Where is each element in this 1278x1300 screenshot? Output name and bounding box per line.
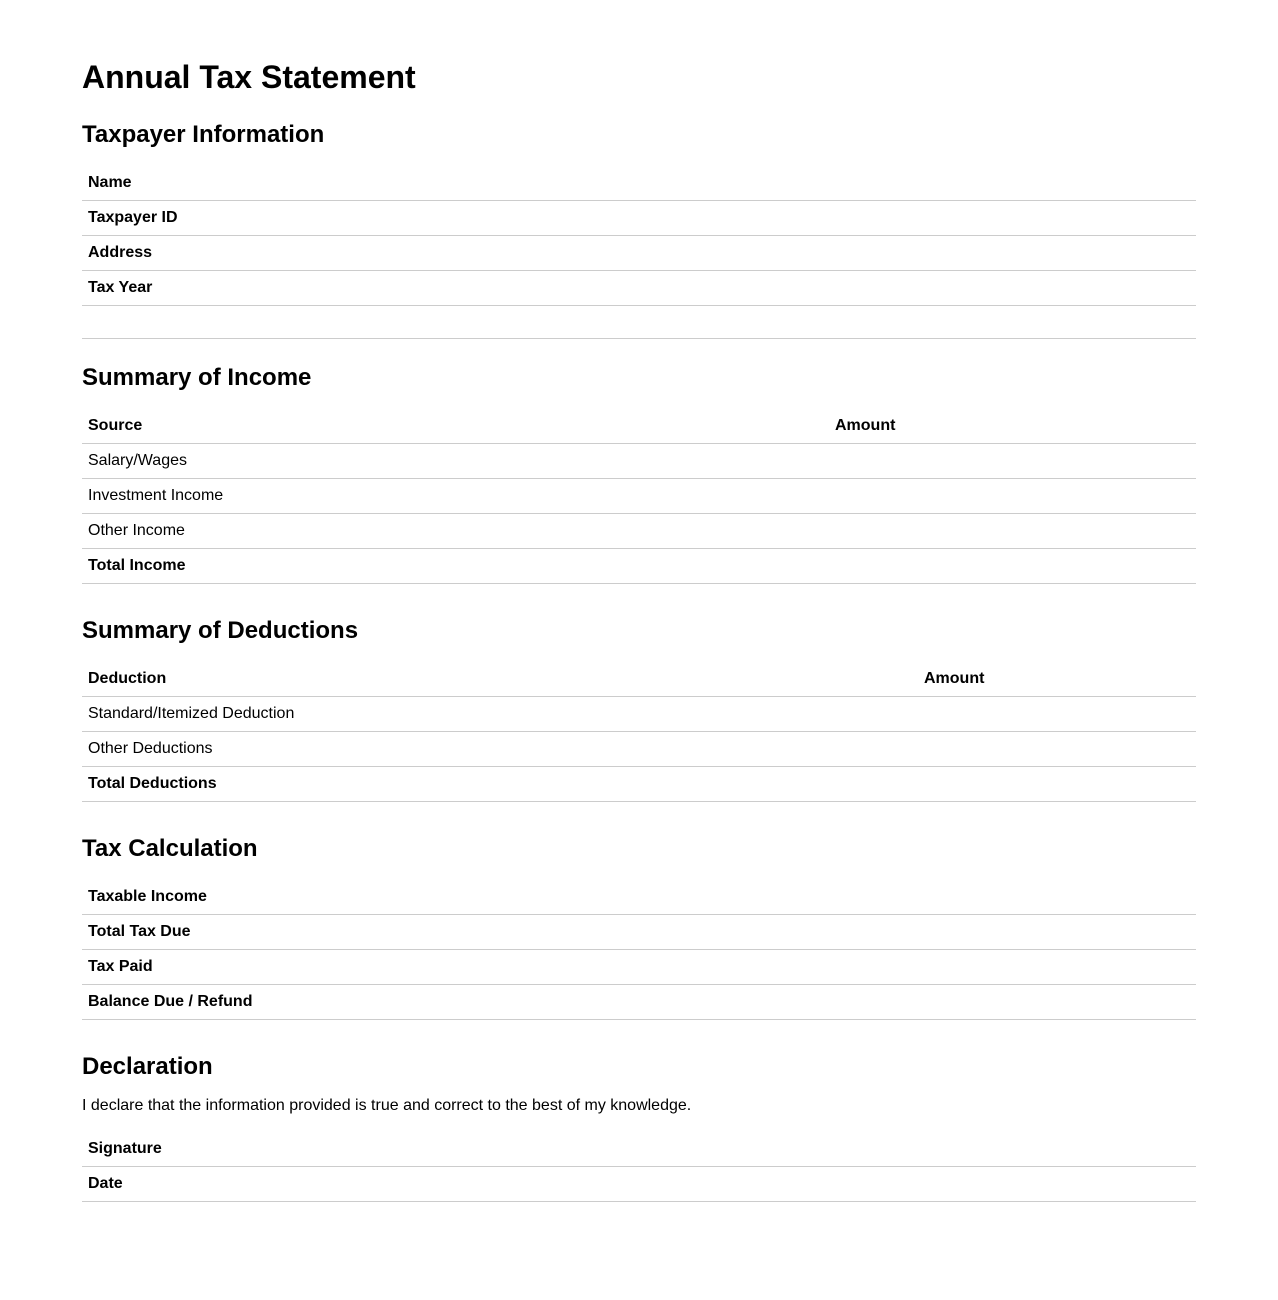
table-row	[82, 732, 1196, 767]
deductions-table	[82, 662, 1196, 802]
signature-value	[1184, 1132, 1196, 1167]
column-header-amount: Amount	[918, 662, 1196, 697]
signature-label: Signature	[82, 1132, 1184, 1167]
tax-paid-value	[1184, 950, 1196, 985]
deduction-name: Standard/Itemized Deduction	[82, 697, 918, 732]
address-label: Address	[82, 236, 1184, 271]
total-tax-due-label: Total Tax Due	[82, 915, 1184, 950]
table-row	[82, 444, 1196, 479]
empty-row	[82, 306, 1196, 339]
tax-paid-label: Tax Paid	[82, 950, 1184, 985]
total-income-amount	[829, 549, 1196, 584]
empty-cell	[1184, 306, 1196, 339]
name-value	[1184, 166, 1196, 201]
income-heading: Summary of Income	[82, 364, 312, 391]
total-deductions-amount	[918, 767, 1196, 802]
declaration-table	[82, 1132, 1196, 1202]
total-row	[82, 549, 1196, 584]
table-row	[82, 985, 1196, 1020]
income-source: Other Income	[82, 514, 829, 549]
table-row	[82, 201, 1196, 236]
income-table	[82, 409, 1196, 584]
taxpayer-id-label: Taxpayer ID	[82, 201, 1184, 236]
tax-year-label: Tax Year	[82, 271, 1184, 306]
deductions-heading: Summary of Deductions	[82, 617, 359, 644]
column-header-deduction: Deduction	[82, 662, 918, 697]
balance-due-refund-value	[1184, 985, 1196, 1020]
table-row	[82, 697, 1196, 732]
income-amount	[829, 514, 1196, 549]
total-row	[82, 767, 1196, 802]
deduction-amount	[918, 732, 1196, 767]
table-row	[82, 915, 1196, 950]
table-row	[82, 514, 1196, 549]
income-source: Salary/Wages	[82, 444, 829, 479]
table-row	[82, 271, 1196, 306]
taxable-income-label: Taxable Income	[82, 880, 1184, 915]
column-header-source: Source	[82, 409, 829, 444]
table-header-row	[82, 662, 1196, 697]
income-source: Investment Income	[82, 479, 829, 514]
name-label: Name	[82, 166, 1184, 201]
income-amount	[829, 479, 1196, 514]
balance-due-refund-label: Balance Due / Refund	[82, 985, 1184, 1020]
declaration-statement: I declare that the information provided is true and correct to the best of my knowledge.	[82, 1097, 692, 1114]
table-row	[82, 479, 1196, 514]
taxpayer-id-value	[1184, 201, 1196, 236]
total-tax-due-value	[1184, 915, 1196, 950]
table-row	[82, 236, 1196, 271]
taxpayer-information-heading: Taxpayer Information	[82, 121, 325, 148]
tax-calculation-table	[82, 880, 1196, 1020]
tax-calculation-heading: Tax Calculation	[82, 835, 258, 862]
table-header-row	[82, 409, 1196, 444]
taxable-income-value	[1184, 880, 1196, 915]
total-deductions-label: Total Deductions	[82, 767, 918, 802]
page-title: Annual Tax Statement	[82, 59, 416, 95]
empty-cell	[82, 306, 1184, 339]
table-row	[82, 950, 1196, 985]
declaration-heading: Declaration	[82, 1053, 213, 1080]
taxpayer-information-table	[82, 166, 1196, 339]
table-row	[82, 1132, 1196, 1167]
table-row	[82, 880, 1196, 915]
date-label: Date	[82, 1167, 1184, 1202]
column-header-amount: Amount	[829, 409, 1196, 444]
tax-year-value	[1184, 271, 1196, 306]
table-row	[82, 1167, 1196, 1202]
date-value	[1184, 1167, 1196, 1202]
deduction-name: Other Deductions	[82, 732, 918, 767]
address-value	[1184, 236, 1196, 271]
income-amount	[829, 444, 1196, 479]
table-row	[82, 166, 1196, 201]
deduction-amount	[918, 697, 1196, 732]
total-income-label: Total Income	[82, 549, 829, 584]
